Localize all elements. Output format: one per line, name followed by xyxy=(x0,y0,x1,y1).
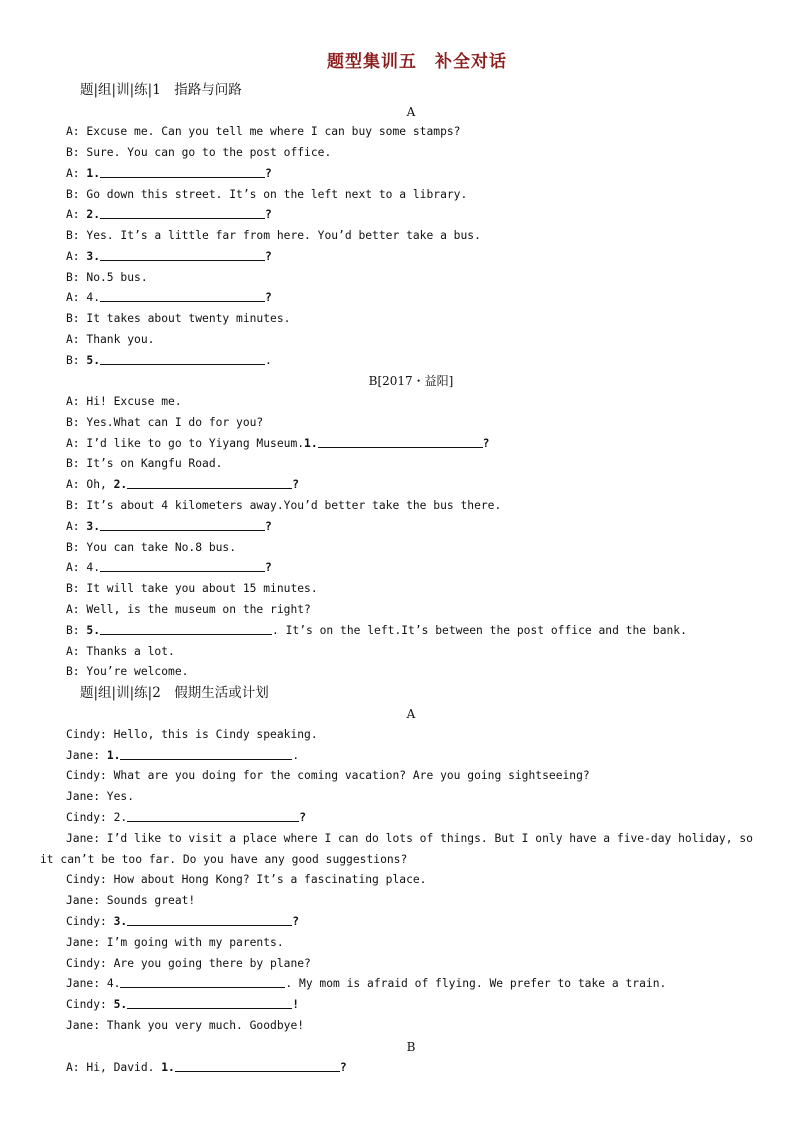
answer-blank[interactable] xyxy=(100,205,265,219)
blank-number: 5. xyxy=(86,354,101,367)
dialogue-line: B: It takes about twenty minutes. xyxy=(66,312,291,325)
answer-blank[interactable] xyxy=(100,621,272,635)
blank-number: 4. xyxy=(86,561,101,574)
dialogue-blank-line xyxy=(66,247,272,267)
blank-number: 5. xyxy=(86,624,101,637)
dialogue-line: B: It’s on Kangfu Road. xyxy=(66,457,223,470)
answer-blank[interactable] xyxy=(318,434,483,448)
dialogue-line-continued: it can’t be too far. Do you have any good suggestions? xyxy=(40,853,408,866)
blank-number: 4. xyxy=(106,977,121,990)
line-end: ? xyxy=(482,437,490,450)
subsection-b-label: B xyxy=(406,1040,416,1054)
dialogue-line: Jane: Yes. xyxy=(66,790,135,803)
answer-blank[interactable] xyxy=(120,746,292,760)
blank-number: 3. xyxy=(113,915,128,928)
dialogue-line: A: Thanks a lot. xyxy=(66,645,175,658)
dialogue-line: A: Thank you. xyxy=(66,333,155,346)
blank-number: 2. xyxy=(86,208,101,221)
blank-number: 4. xyxy=(86,291,101,304)
speaker: A: xyxy=(66,167,87,180)
dialogue-blank-line xyxy=(66,351,272,371)
dialogue-line: Jane: I’m going with my parents. xyxy=(66,936,284,949)
dialogue-blank-line xyxy=(66,912,299,932)
line-end: ? xyxy=(265,291,272,304)
line-end: ? xyxy=(299,811,307,824)
speaker: Cindy: xyxy=(66,998,114,1011)
dialogue-line: Cindy: What are you doing for the coming vacation? Are you going sightseeing? xyxy=(66,769,590,782)
speaker: A: I’d like to go to Yiyang Museum. xyxy=(66,437,305,450)
line-end: . xyxy=(292,749,300,762)
dialogue-line: B: No.5 bus. xyxy=(66,271,148,284)
speaker: A: xyxy=(66,520,87,533)
subsection-b-label: B[2017・益阳] xyxy=(368,374,454,388)
line-end: . xyxy=(265,354,272,367)
dialogue-line: Cindy: Hello, this is Cindy speaking. xyxy=(66,728,318,741)
dialogue-line: Cindy: Are you going there by plane? xyxy=(66,957,311,970)
speaker: Cindy: xyxy=(66,811,114,824)
dialogue-blank-line xyxy=(66,808,306,828)
speaker: Jane: xyxy=(66,977,107,990)
dialogue-blank-line xyxy=(66,517,272,537)
dialogue-line: B: You can take No.8 bus. xyxy=(66,541,237,554)
blank-number: 1. xyxy=(161,1061,175,1074)
line-end: ? xyxy=(265,561,272,574)
line-end: ? xyxy=(292,478,300,491)
answer-blank[interactable] xyxy=(175,1058,340,1072)
dialogue-line: B: Sure. You can go to the post office. xyxy=(66,146,332,159)
line-end: ? xyxy=(265,208,272,221)
blank-number: 3. xyxy=(86,520,101,533)
dialogue-blank-line xyxy=(66,995,299,1015)
dialogue-blank-line xyxy=(66,475,299,495)
dialogue-blank-line xyxy=(66,558,272,578)
dialogue-line: B: Yes.What can I do for you? xyxy=(66,416,264,429)
speaker: A: xyxy=(66,250,87,263)
speaker: A: xyxy=(66,561,87,574)
dialogue-blank-line xyxy=(66,974,666,994)
dialogue-blank-line xyxy=(66,434,489,454)
speaker: A: xyxy=(66,291,87,304)
dialogue-blank-line xyxy=(66,1058,347,1078)
page-title: 题型集训五 补全对话 xyxy=(327,52,507,72)
dialogue-line: B: It’s about 4 kilometers away.You’d better take the bus there. xyxy=(66,499,502,512)
blank-number: 5. xyxy=(113,998,128,1011)
dialogue-blank-line xyxy=(66,164,272,184)
line-end: . It’s on the left.It’s between the post office and the bank. xyxy=(272,624,687,637)
line-end: ! xyxy=(292,998,300,1011)
answer-blank[interactable] xyxy=(127,475,292,489)
blank-number: 2. xyxy=(113,478,128,491)
dialogue-line: A: Well, is the museum on the right? xyxy=(66,603,311,616)
line-end: ? xyxy=(265,167,272,180)
answer-blank[interactable] xyxy=(127,912,292,926)
dialogue-line: B: Yes. It’s a little far from here. You’d better take a bus. xyxy=(66,229,481,242)
answer-blank[interactable] xyxy=(100,288,265,302)
dialogue-blank-line xyxy=(66,288,272,308)
dialogue-line: B: Go down this street. It’s on the left next to a library. xyxy=(66,188,468,201)
blank-number: 2. xyxy=(113,811,128,824)
line-end: ? xyxy=(292,915,300,928)
dialogue-line: B: It will take you about 15 minutes. xyxy=(66,582,318,595)
dialogue-line: A: Excuse me. Can you tell me where I can buy some stamps? xyxy=(66,125,461,138)
speaker: A: Hi, David. xyxy=(66,1061,162,1074)
blank-number: 1. xyxy=(86,167,101,180)
dialogue-line: Cindy: How about Hong Kong? It’s a fascinating place. xyxy=(66,873,427,886)
blank-number: 1. xyxy=(304,437,318,450)
line-end: ? xyxy=(265,250,272,263)
line-end: ? xyxy=(265,520,272,533)
dialogue-blank-line xyxy=(66,621,687,641)
dialogue-blank-line xyxy=(66,205,272,225)
speaker: B: xyxy=(66,624,87,637)
speaker: Cindy: xyxy=(66,915,114,928)
section-heading-2: 题|组|训|练|2 假期生活或计划 xyxy=(80,685,269,701)
speaker: A: Oh, xyxy=(66,478,114,491)
blank-number: 3. xyxy=(86,250,101,263)
answer-blank[interactable] xyxy=(100,558,265,572)
dialogue-blank-line xyxy=(66,746,299,766)
speaker: Jane: xyxy=(66,749,107,762)
blank-number: 1. xyxy=(106,749,121,762)
line-end: ? xyxy=(339,1061,347,1074)
answer-blank[interactable] xyxy=(127,808,299,822)
answer-blank[interactable] xyxy=(120,974,285,988)
dialogue-line: B: You’re welcome. xyxy=(66,665,189,678)
dialogue-line: Jane: Thank you very much. Goodbye! xyxy=(66,1019,305,1032)
dialogue-line: A: Hi! Excuse me. xyxy=(66,395,182,408)
section-heading-1: 题|组|训|练|1 指路与问路 xyxy=(80,82,242,98)
speaker: A: xyxy=(66,208,87,221)
answer-blank[interactable] xyxy=(127,995,292,1009)
line-end: . My mom is afraid of flying. We prefer to take a train. xyxy=(285,977,667,990)
answer-blank[interactable] xyxy=(100,517,265,531)
answer-blank[interactable] xyxy=(100,351,265,365)
speaker: B: xyxy=(66,354,87,367)
answer-blank[interactable] xyxy=(100,247,265,261)
subsection-a-label: A xyxy=(406,707,416,721)
answer-blank[interactable] xyxy=(100,164,265,178)
subsection-a-label: A xyxy=(406,105,416,119)
dialogue-line: Jane: I’d like to visit a place where I can do lots of things. But I only have a five-day holiday, so xyxy=(66,832,753,845)
dialogue-line: Jane: Sounds great! xyxy=(66,894,196,907)
